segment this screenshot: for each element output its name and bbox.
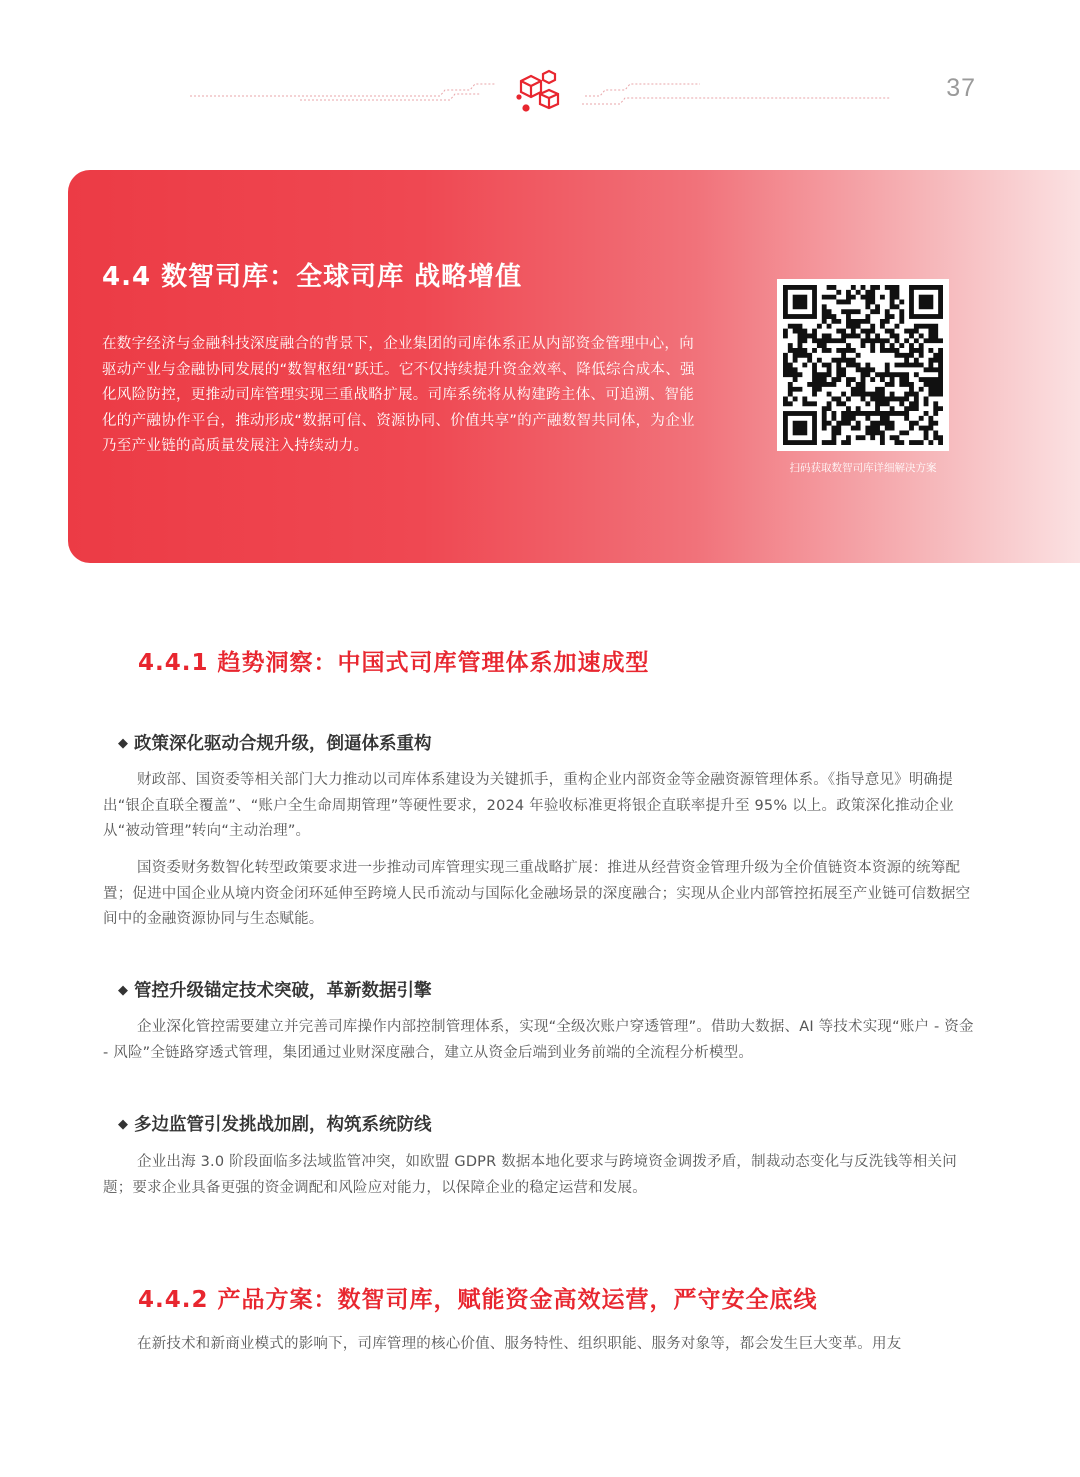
diamond-bullet-icon: ◆ [118, 736, 128, 751]
paragraph-policy-2: 国资委财务数智化转型政策要求进一步推动司库管理实现三重战略扩展：推进从经营资金管理升级为全价值链资本资源的统筹配置；促进中国企业从境内资金闭环延伸至跨境人民币流动与国际化金融场景的深度融合；实现从企业内部管控拓展至产业链可信数据空间中的金融资源协同与生态赋能。 [103, 860, 971, 927]
section-heading-4-4-1: 4.4.1 趋势洞察：中国式司库管理体系加速成型 [138, 650, 650, 676]
qr-caption: 扫码获取数智司库详细解决方案 [789, 462, 937, 474]
paragraph-policy-1: 财政部、国资委等相关部门大力推动以司库体系建设为关键抓手，重构企业内部资金等金融资源管理体系。《指导意见》明确提出“银企直联全覆盖”、“账户全生命周期管理”等硬性要求，2024 年验收标准更将银企直联率提升至 95% 以上。政策深化推动企业从“被动管理”转向“主动治理”。 [103, 772, 954, 839]
header-decoration [0, 0, 1080, 130]
paragraph-control-1: 企业深化管控需要建立并完善司库操作内部控制管理体系，实现“全级次账户穿透管理”。借助大数据、AI 等技术实现“账户 - 资金 - 风险”全链路穿透式管理，集团通过业财深度融合，建立从资金后端到业务前端的全流程分析模型。 [103, 1019, 974, 1061]
page-number: 37 [946, 74, 976, 102]
section-heading-4-4-2: 4.4.2 产品方案：数智司库，赋能资金高效运营，严守安全底线 [138, 1287, 818, 1313]
paragraph-regulation-1: 企业出海 3.0 阶段面临多法域监管冲突，如欧盟 GDPR 数据本地化要求与跨境资金调拨矛盾，制裁动态变化与反洗钱等相关问题；要求企业具备更强的资金调配和风险应对能力，以保障企业的稳定运营和发展。 [103, 1154, 957, 1196]
subheading-regulation-text: 多边监管引发挑战加剧，构筑系统防线 [134, 1115, 432, 1135]
subheading-policy [118, 730, 432, 755]
banner-title: 4.4 数智司库：全球司库 战略增值 [102, 262, 523, 292]
subheading-control [118, 977, 432, 1002]
diamond-bullet-icon: ◆ [118, 1117, 128, 1132]
section-banner [68, 170, 1080, 563]
page-header [0, 0, 1080, 130]
subheading-policy-text: 政策深化驱动合规升级，倒逼体系重构 [134, 734, 432, 754]
cubes-icon [518, 71, 559, 111]
qr-code-image [777, 279, 949, 451]
subheading-control-text: 管控升级锚定技术突破，革新数据引擎 [134, 981, 432, 1001]
diamond-bullet-icon: ◆ [118, 983, 128, 998]
qr-code[interactable] [777, 279, 949, 451]
subheading-regulation [118, 1111, 432, 1136]
banner-intro-text: 在数字经济与金融科技深度融合的背景下，企业集团的司库体系正从内部资金管理中心，向驱动产业与金融协同发展的“数智枢纽”跃迁。它不仅持续提升资金效率、降低综合成本、强化风险防控，更推动司库管理实现三重战略扩展。司库系统将从构建跨主体、可追溯、智能化的产融协作平台，推动形成“数据可信、资源协同、价值共享”的产融数智共同体，为企业乃至产业链的高质量发展注入持续动力。 [102, 336, 695, 454]
paragraph-product-1: 在新技术和新商业模式的影响下，司库管理的核心价值、服务特性、组织职能、服务对象等，都会发生巨大变革。用友 [137, 1336, 902, 1352]
